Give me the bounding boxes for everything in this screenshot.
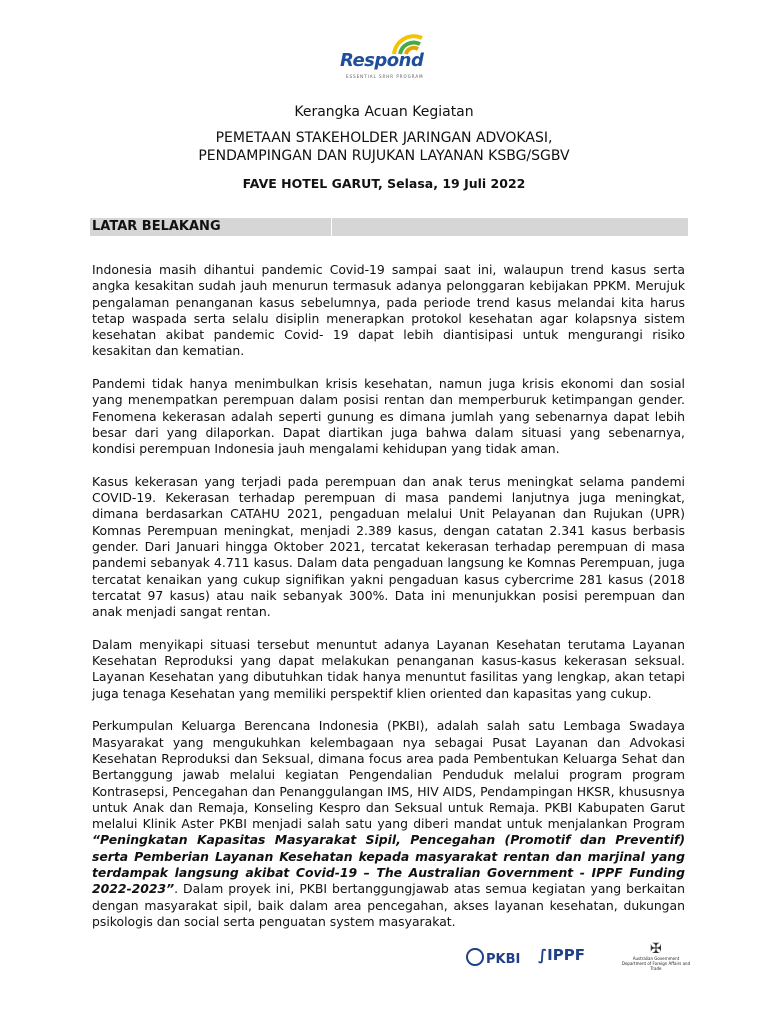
paragraph-1: Indonesia masih dihantui pandemic Covid-19 sampai saat ini, walaupun trend kasus serta angka kesakitan sudah jauh menurun termasuk adanya pelonggaran kebijakan PPKM. Merujuk pengalaman penanganan kasus sebelumnya, pada periode trend kasus melandai kita harus tetap waspada serta selalu disiplin menerapkan protokol kesehatan agar kolapsnya sistem kesehatan akibat pandemic Covid- 19 dapat lebih diantisipasi untuk mengurangi risiko kesakitan dan kematian. [92,262,685,359]
pkbi-logo-icon [466,948,484,966]
paragraph-4: Dalam menyikapi situasi tersebut menuntut adanya Layanan Kesehatan terutama Layanan Kesehatan Reproduksi yang dapat melakukan penanganan kasus-kasus kekerasan seksual. Layanan Kesehatan yang dibutuhkan tidak hanya menuntut fasilitas yang lengkap, akan tetapi juga tenaga Kesehatan yang memiliki perspektif klien oriented dan kapasitas yang cukup. [92,636,685,701]
aus-gov-line-2: Department of Foreign Affairs and Trade [621,961,691,971]
section-divider [331,218,332,236]
body-text [92,262,685,946]
section-heading-bar [90,218,688,236]
ippf-logo-icon: ∫ [538,946,548,964]
aus-gov-line-1: Australian Government [632,956,680,961]
australian-crest-icon: ✠ [650,941,662,957]
ippf-logo [538,946,585,964]
paragraph-5 [92,718,685,930]
section-heading: LATAR BELAKANG [92,219,221,234]
australian-government-logo [616,942,696,971]
paragraph-5-start: Perkumpulan Keluarga Berencana Indonesia (PKBI), adalah salah satu Lembaga Swadaya Masyarakat yang mengukuhkan kelembagaan nya sebagai Pusat Layanan dan Advokasi Kesehatan Reproduksi dan Seksual, dimana focus area pada Pembentukan Keluarga Sehat dan Bertanggung jawab melalui kegiatan Pengendalian Penduduk melalui program program Kontrasepsi, Pencegahan dan Penanggulangan IMS, HIV AIDS, Pendampingan HKSR, khususnya untuk Anak dan Remaja, Konseling Kespro dan Seksual untuk Remaja. PKBI Kabupaten Garut melalui Klinik Aster PKBI menjadi salah satu yang diberi mandat untuk menjalankan Program [92,718,685,832]
venue-date: FAVE HOTEL GARUT, Selasa, 19 Juli 2022 [242,176,526,191]
paragraph-2: Pandemi tidak hanya menimbulkan krisis kesehatan, namun juga krisis ekonomi dan sosial yang menempatkan perempuan dalam posisi rentan dan memperburuk ketimpangan gender. Fenomena kekerasan adalah seperti gunung es dimana jumlah yang sebenarnya dapat lebih besar dari yang dilaporkan. Dapat diartikan juga bahwa dalam situasi yang sebenarnya, kondisi perempuan Indonesia jauh mengalami kehidupan yang tidak aman. [92,376,685,457]
pkbi-text: PKBI [486,952,521,967]
paragraph-3: Kasus kekerasan yang terjadi pada perempuan dan anak terus meningkat selama pandemi COVID-19. Kekerasan terhadap perempuan di masa pandemi lanjutnya juga meningkat, dimana berdasarkan CATAHU 2021, pengaduan melalui Unit Pelayanan dan Rujukan (UPR) Komnas Perempuan meningkat, menjadi 2.389 kasus, dengan catatan 2.341 kasus berbasis gender. Dari Januari hingga Oktober 2021, tercatat kekerasan terhadap perempuan di masa pandemi sebanyak 4.711 kasus. Dalam data pengaduan langsung ke Komnas Perempuan, juga tercatat kenaikan yang cukup signifikan yakni pengaduan kasus cybercrime 281 kasus (2018 tercatat 97 kasus) atau naik sebanyak 300%. Data ini menunjukkan posisi perempuan dan anak menjadi sangat rentan. [92,473,685,620]
logo-tagline: ESSENTIAL SRHR PROGRAM [346,74,424,79]
document-title [0,129,768,165]
respond-logo [338,28,438,84]
logo-wordmark: Respond [340,50,424,71]
pkbi-logo [466,948,520,967]
ippf-text: IPPF [547,946,585,964]
document-type: Kerangka Acuan Kegiatan [294,104,474,120]
title-line-1: PEMETAAN STAKEHOLDER JARINGAN ADVOKASI, [215,130,553,146]
footer-logos [466,940,696,980]
title-line-2: PENDAMPINGAN DAN RUJUKAN LAYANAN KSBG/SGBV [198,148,570,164]
paragraph-5-end: . Dalam proyek ini, PKBI bertanggungjawab atas semua kegiatan yang berkaitan dengan masyarakat sipil, baik dalam area pencegahan, akses layanan kesehatan, dukungan psikologis dan social serta penguatan system masyarakat. [92,881,685,929]
program-name: “Peningkatan Kapasitas Masyarakat Sipil, Pencegahan (Promotif dan Preventif) serta Pemberian Layanan Kesehatan kepada masyarakat rentan dan marjinal yang terdampak langsung akibat Covid-19 – The Australian Government - IPPF Funding 2022-2023” [92,832,685,897]
